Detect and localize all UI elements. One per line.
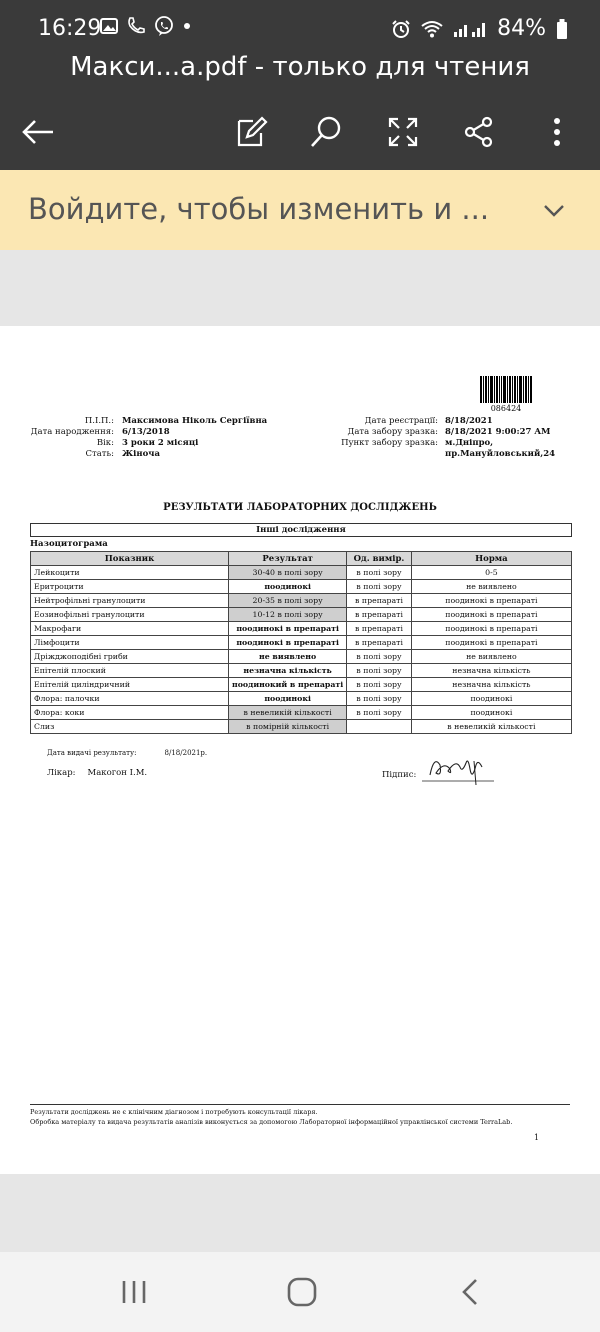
indicator-cell: Нейтрофільні гранулоцити — [31, 594, 229, 608]
norm-cell: 0-5 — [411, 566, 571, 580]
table-row — [31, 692, 572, 706]
sample-date: 8/18/2021 9:00:27 AM — [445, 427, 551, 437]
norm-cell: поодинокі в препараті — [411, 636, 571, 650]
banner-text: Войдите, чтобы изменить и ... — [28, 192, 490, 226]
share-button[interactable] — [457, 110, 501, 154]
patient-dob: 6/13/2018 — [122, 427, 170, 437]
doctor-line — [47, 768, 147, 778]
document-title: Макси...а.pdf - только для чтения — [70, 52, 530, 82]
gallery-icon — [100, 18, 118, 34]
viber-icon — [154, 16, 174, 36]
subsection-title: Назоцитограма — [30, 539, 108, 549]
home-button[interactable] — [282, 1274, 322, 1310]
name-label: П.І.П.: — [84, 416, 114, 426]
norm-cell: поодинокі в препараті — [411, 622, 571, 636]
unit-cell: в полі зору — [347, 692, 412, 706]
patient-sex: Жіноча — [122, 449, 161, 459]
share-icon — [463, 116, 495, 148]
norm-cell: не виявлено — [411, 650, 571, 664]
table-row — [31, 594, 572, 608]
header-unit: Од. вимір. — [347, 552, 412, 566]
more-options-button[interactable] — [535, 110, 579, 154]
table-row — [31, 566, 572, 580]
table-row — [31, 650, 572, 664]
result-cell: в невеликій кількості — [229, 706, 347, 720]
patient-age: 3 роки 2 місяці — [122, 438, 199, 448]
norm-cell: поодинокі — [411, 692, 571, 706]
table-row — [31, 622, 572, 636]
app-bar — [0, 52, 600, 170]
patient-info — [0, 416, 300, 466]
unit-cell: в полі зору — [347, 678, 412, 692]
header-norm: Норма — [411, 552, 571, 566]
unit-cell: в препараті — [347, 636, 412, 650]
fullscreen-button[interactable] — [381, 110, 425, 154]
age-label: Вік: — [96, 438, 114, 448]
reg-date-label: Дата реєстрації: — [364, 416, 438, 426]
table-header-row — [31, 552, 572, 566]
indicator-cell: Лімфоцити — [31, 636, 229, 650]
back-icon — [460, 1277, 480, 1307]
sample-point-label: Пункт забору зразка: — [341, 438, 438, 448]
alarm-icon — [391, 19, 411, 39]
norm-cell: в невеликій кількості — [411, 720, 571, 734]
signal-icon — [453, 20, 487, 38]
registration-info — [300, 416, 600, 466]
battery-percent: 84% — [497, 16, 546, 41]
status-time: 16:29 — [38, 16, 102, 41]
page-number: 1 — [534, 1133, 540, 1142]
result-cell: поодинокі — [229, 580, 347, 594]
edit-icon — [235, 115, 269, 149]
issue-date-line — [47, 749, 207, 757]
home-icon — [286, 1276, 318, 1308]
result-cell: 20-35 в полі зору — [229, 594, 347, 608]
sex-label: Стать: — [85, 449, 114, 459]
unit-cell — [347, 720, 412, 734]
pdf-page — [0, 326, 600, 1174]
table-row — [31, 678, 572, 692]
norm-cell: не виявлено — [411, 580, 571, 594]
result-cell: поодинокі в препараті — [229, 622, 347, 636]
recent-apps-icon — [119, 1278, 149, 1306]
search-button[interactable] — [304, 110, 348, 154]
header-indicator: Показник — [31, 552, 229, 566]
indicator-cell: Флора: коки — [31, 706, 229, 720]
indicator-cell: Флора: палочки — [31, 692, 229, 706]
table-row — [31, 664, 572, 678]
indicator-cell: Лейкоцити — [31, 566, 229, 580]
norm-cell: незначна кількість — [411, 664, 571, 678]
unit-cell: в полі зору — [347, 580, 412, 594]
section-header: Інші дослідження — [30, 523, 572, 537]
indicator-cell: Еозинофільні гранулоцити — [31, 608, 229, 622]
barcode-number: 086424 — [490, 404, 522, 413]
status-bar — [0, 0, 600, 58]
result-cell: незначна кількість — [229, 664, 347, 678]
sample-point-street: пр.Мануйловський,24 — [445, 449, 556, 459]
dob-label: Дата народження: — [30, 427, 114, 437]
norm-cell: поодинокі в препараті — [411, 608, 571, 622]
disclaimer-line-1: Результати досліджень не є клінічним діагнозом і потребують консультації лікаря. — [30, 1108, 318, 1116]
norm-cell: поодинокі — [411, 706, 571, 720]
table-row — [31, 720, 572, 734]
unit-cell: в препараті — [347, 622, 412, 636]
header-result: Результат — [229, 552, 347, 566]
indicator-cell: Слиз — [31, 720, 229, 734]
back-nav-button[interactable] — [450, 1274, 490, 1310]
fullscreen-icon — [387, 116, 419, 148]
report-title: РЕЗУЛЬТАТИ ЛАБОРАТОРНИХ ДОСЛІДЖЕНЬ — [163, 502, 437, 513]
signature-image — [420, 751, 496, 787]
doctor-label: Лікар: — [47, 768, 76, 778]
dot-icon — [182, 21, 192, 31]
reg-date: 8/18/2021 — [445, 416, 493, 426]
unit-cell: в препараті — [347, 594, 412, 608]
table-row — [31, 580, 572, 594]
results-table — [30, 551, 572, 734]
indicator-cell: Епітелій плоский — [31, 664, 229, 678]
wifi-calling-icon — [126, 16, 146, 36]
unit-cell: в полі зору — [347, 664, 412, 678]
indicator-cell: Макрофаги — [31, 622, 229, 636]
result-cell: 30-40 в полі зору — [229, 566, 347, 580]
sample-date-label: Дата забору зразка: — [347, 427, 438, 437]
signature-label: Підпис: — [382, 770, 417, 780]
wifi-icon — [421, 20, 443, 38]
result-cell: в помірній кількості — [229, 720, 347, 734]
table-row — [31, 636, 572, 650]
navigation-bar — [0, 1252, 600, 1332]
result-cell: не виявлено — [229, 650, 347, 664]
back-button[interactable] — [16, 110, 60, 154]
table-row — [31, 608, 572, 622]
sign-in-banner[interactable] — [0, 170, 600, 250]
recent-apps-button[interactable] — [114, 1274, 154, 1310]
more-icon — [552, 116, 562, 148]
issue-date: 8/18/2021р. — [164, 749, 208, 757]
battery-icon — [556, 19, 568, 39]
edit-button[interactable] — [230, 110, 274, 154]
table-row — [31, 706, 572, 720]
indicator-cell: Еритроцити — [31, 580, 229, 594]
chevron-down-icon[interactable] — [540, 196, 568, 224]
sample-point-city: м.Дніпро, — [445, 438, 494, 448]
norm-cell: поодинокі в препараті — [411, 594, 571, 608]
search-icon — [309, 115, 343, 149]
disclaimer-line-2: Обробка матеріалу та видача результатів аналізів виконується за допомогою Лабораторної інформаційної управлінської системи TerraLab. — [30, 1118, 513, 1126]
result-cell: 10-12 в полі зору — [229, 608, 347, 622]
result-cell: поодинокі — [229, 692, 347, 706]
indicator-cell: Дріжджоподібні гриби — [31, 650, 229, 664]
patient-name: Максимова Ніколь Сергіївна — [122, 416, 268, 426]
unit-cell: в полі зору — [347, 566, 412, 580]
doctor-name: Макогон І.М. — [87, 768, 148, 778]
unit-cell: в полі зору — [347, 650, 412, 664]
unit-cell: в полі зору — [347, 706, 412, 720]
indicator-cell: Епітелій циліндричний — [31, 678, 229, 692]
unit-cell: в препараті — [347, 608, 412, 622]
back-arrow-icon — [21, 118, 55, 146]
result-cell: поодинокий в препараті — [229, 678, 347, 692]
disclaimer — [30, 1104, 570, 1127]
result-cell: поодинокі в препараті — [229, 636, 347, 650]
issue-date-label: Дата видачі результату: — [47, 749, 137, 757]
barcode — [480, 376, 532, 403]
norm-cell: незначна кількість — [411, 678, 571, 692]
